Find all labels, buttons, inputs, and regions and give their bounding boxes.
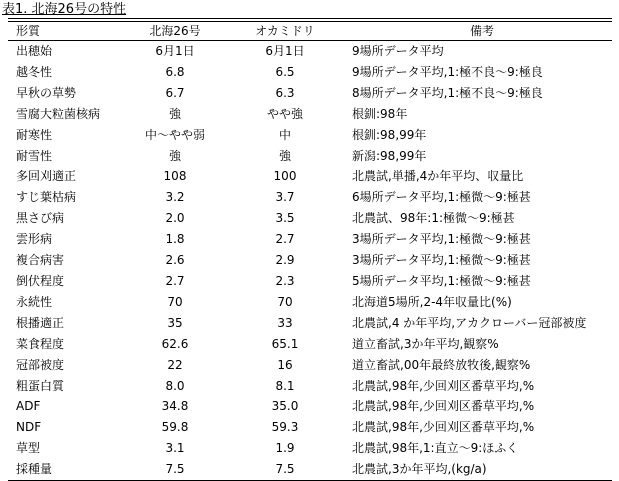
cell-okamidori: 強 (278, 148, 291, 163)
table-row (8, 396, 612, 417)
cell-remarks: 北農試,98年,少回刈区番草平均,% (352, 420, 535, 435)
cell-remarks: 3場所データ平均,1:極微～9:極甚 (352, 253, 531, 268)
cell-trait: 耐雪性 (16, 148, 53, 163)
table-row (8, 62, 612, 83)
cell-okamidori: 35.0 (271, 399, 299, 414)
cell-trait: ADF (16, 399, 41, 414)
cell-remarks: 道立畜試,00年最終放牧後,観察% (352, 357, 531, 372)
cell-trait: 草型 (16, 441, 41, 456)
table-row (8, 250, 612, 271)
cell-trait: 耐寒性 (16, 127, 53, 142)
cell-hokkai26: 108 (163, 169, 187, 184)
cell-okamidori: 33 (277, 315, 293, 330)
cell-remarks: 根釧:98年 (352, 106, 408, 121)
cell-hokkai26: 34.8 (161, 399, 189, 414)
table-row (8, 146, 612, 167)
cell-remarks: 9場所データ平均 (352, 44, 444, 58)
cell-okamidori: 2.3 (275, 273, 295, 288)
cell-remarks: 根釧:98,99年 (352, 127, 427, 142)
cell-remarks: 北農試,4 か年平均,アカクローバー冠部被度 (352, 315, 587, 330)
cell-remarks: 北農試,98年,少回刈区番草平均,% (352, 378, 535, 393)
cell-okamidori: 8.1 (275, 378, 295, 393)
cell-hokkai26: 62.6 (161, 336, 189, 351)
cell-hokkai26: 3.2 (165, 190, 185, 205)
cell-okamidori: 16 (277, 357, 293, 372)
top-rule (8, 18, 612, 19)
cell-trait: 複合病害 (16, 253, 65, 268)
cell-hokkai26: 6月1日 (155, 44, 195, 58)
cell-remarks: 新潟:98,99年 (352, 148, 427, 163)
table-row (8, 459, 612, 480)
table-row (8, 292, 612, 313)
col-header-trait: 形質 (8, 22, 128, 41)
table-row (8, 334, 612, 355)
col-header-okamidori: オカミドリ (222, 22, 348, 41)
cell-trait: すじ葉枯病 (16, 190, 77, 205)
cell-trait: NDF (16, 420, 42, 435)
cell-hokkai26: 2.7 (165, 273, 185, 288)
cell-hokkai26: 強 (168, 106, 181, 121)
table-row (8, 208, 612, 229)
table-row (8, 125, 612, 146)
cell-trait: 雲形病 (16, 232, 53, 247)
cell-trait: 倒伏程度 (16, 273, 65, 288)
cell-hokkai26: 1.8 (165, 232, 185, 247)
cell-trait: 菜食程度 (16, 336, 65, 351)
cell-okamidori: 3.7 (275, 190, 295, 205)
cell-hokkai26: 7.5 (128, 459, 222, 480)
cell-hokkai26: 70 (167, 294, 183, 309)
cell-remarks: 5場所データ平均,1:極微～9:極甚 (352, 273, 531, 288)
cell-hokkai26: 59.8 (161, 420, 189, 435)
cell-okamidori: やや強 (266, 106, 303, 121)
table-row (8, 187, 612, 208)
table-row (8, 271, 612, 292)
cell-hokkai26: 強 (168, 148, 181, 163)
cell-remarks: 北海道5場所,2-4年収量比(%) (352, 294, 512, 309)
cell-okamidori: 1.9 (275, 441, 295, 456)
traits-table (8, 22, 612, 481)
table-row (8, 83, 612, 104)
cell-remarks: 北農試,3か年平均,(kg/a) (348, 459, 612, 480)
cell-okamidori: 59.3 (271, 420, 299, 435)
table-row (8, 417, 612, 438)
cell-trait: 越冬性 (16, 64, 53, 79)
cell-okamidori: 70 (277, 294, 293, 309)
cell-okamidori: 2.9 (275, 253, 295, 268)
cell-trait: 雪腐大粒菌核病 (16, 106, 101, 121)
cell-okamidori: 65.1 (271, 336, 299, 351)
cell-hokkai26: 22 (167, 357, 183, 372)
cell-trait: 早秋の草勢 (16, 85, 77, 100)
table-row (8, 355, 612, 376)
cell-hokkai26: 2.6 (165, 253, 185, 268)
cell-okamidori: 3.5 (275, 211, 295, 226)
cell-okamidori: 6.5 (275, 64, 295, 79)
cell-okamidori: 7.5 (222, 459, 348, 480)
cell-trait: 黒さび病 (16, 211, 65, 226)
cell-remarks: 北農試,98年,1:直立～9:ほふく (352, 441, 519, 456)
cell-remarks: 北農試,98年,少回刈区番草平均,% (352, 399, 535, 414)
cell-hokkai26: 中～やや弱 (144, 127, 205, 142)
cell-trait: 粗蛋白質 (16, 378, 65, 393)
cell-hokkai26: 6.7 (165, 85, 185, 100)
cell-remarks: 北農試,単播,4か年平均、収量比 (352, 169, 524, 184)
cell-hokkai26: 2.0 (165, 211, 185, 226)
cell-trait: 永続性 (16, 294, 53, 309)
cell-remarks: 6場所データ平均,1:極微～9:極甚 (352, 190, 531, 205)
cell-okamidori: 中 (278, 127, 291, 142)
cell-hokkai26: 8.0 (165, 378, 185, 393)
cell-trait: 多回刈適正 (16, 169, 77, 184)
cell-remarks: 8場所データ平均,1:極不良～9:極良 (352, 85, 543, 100)
table-row (8, 104, 612, 125)
cell-hokkai26: 6.8 (165, 64, 185, 79)
col-header-hokkai26: 北海26号 (128, 22, 222, 41)
cell-hokkai26: 35 (167, 315, 183, 330)
table-row (8, 313, 612, 334)
cell-remarks: 3場所データ平均,1:極微～9:極甚 (352, 232, 531, 247)
table-row (8, 166, 612, 187)
table-row (8, 41, 612, 62)
cell-trait: 根播適正 (16, 315, 65, 330)
cell-okamidori: 2.7 (275, 232, 295, 247)
table-row (8, 229, 612, 250)
cell-remarks: 9場所データ平均,1:極不良～9:極良 (352, 64, 543, 79)
cell-hokkai26: 3.1 (165, 441, 185, 456)
cell-okamidori: 6月1日 (265, 44, 305, 58)
cell-remarks: 北農試、98年:1:極微～9:極甚 (352, 211, 515, 226)
cell-okamidori: 100 (273, 169, 297, 184)
cell-trait: 採種量 (8, 459, 128, 480)
cell-okamidori: 6.3 (275, 85, 295, 100)
col-header-remarks: 備考 (348, 22, 612, 41)
cell-trait: 出穂始 (16, 44, 53, 58)
header-row (8, 22, 612, 41)
table-row (8, 376, 612, 397)
cell-trait: 冠部被度 (16, 357, 65, 372)
table-title: 表1. 北海26号の特性 (2, 2, 127, 17)
table-row (8, 438, 612, 459)
cell-remarks: 道立畜試,3か年平均,観察% (352, 336, 499, 351)
